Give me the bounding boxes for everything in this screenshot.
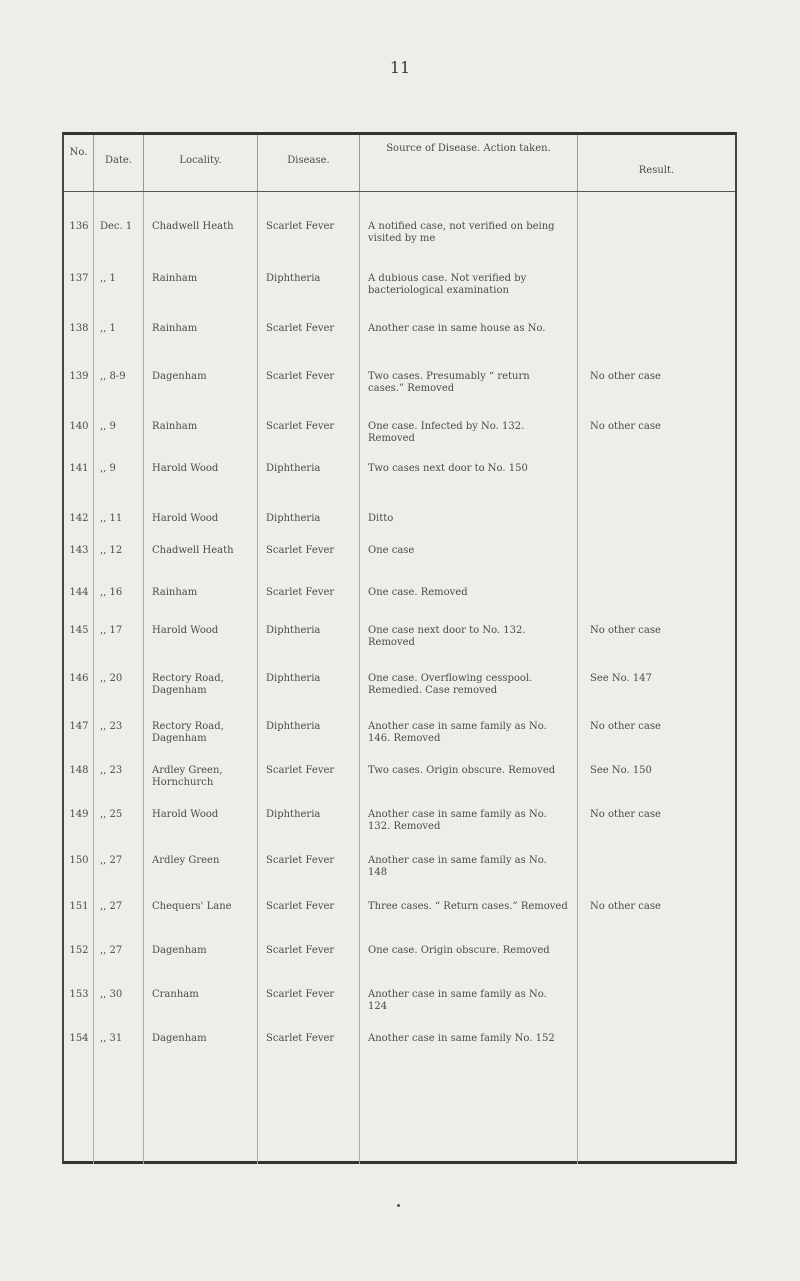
row-result	[578, 587, 735, 599]
row-source: Another case in same family No. 152	[368, 1033, 555, 1044]
row-source: Another case in same house as No.	[368, 323, 546, 334]
row-disease: Diphtheria	[266, 513, 321, 524]
row-number: 150	[69, 855, 89, 866]
row-locality: Rainham	[152, 323, 198, 334]
header-no: No.	[64, 135, 94, 191]
row-source: One case. Overflowing cesspool. Remedied. Case removed	[368, 673, 533, 696]
row-source: One case. Removed	[368, 587, 468, 598]
row-disease: Scarlet Fever	[266, 545, 335, 556]
table-row	[64, 625, 735, 649]
header-date: Date.	[94, 135, 144, 191]
row-source: Another case in same family as No. 148	[368, 855, 547, 878]
row-date: Dec. 1	[100, 221, 133, 232]
row-source: Two cases. Origin obscure. Removed	[368, 765, 556, 776]
row-locality: Dagenham	[152, 945, 207, 956]
row-date: ,, 12	[100, 545, 123, 556]
row-result: No other case	[590, 421, 661, 432]
row-source: Another case in same family as No. 132. Removed	[368, 809, 547, 832]
row-disease: Diphtheria	[266, 721, 321, 732]
row-result: See No. 147	[590, 673, 652, 684]
row-date: ,, 9	[100, 421, 116, 432]
row-date: ,, 23	[100, 721, 123, 732]
row-source: One case. Infected by No. 132. Removed	[368, 421, 525, 444]
row-number: 153	[69, 989, 89, 1000]
row-disease: Scarlet Fever	[266, 1033, 335, 1044]
table-row	[64, 1033, 735, 1045]
table-row	[64, 855, 735, 879]
table-row	[64, 273, 735, 297]
row-date: ,, 20	[100, 673, 123, 684]
row-locality: Ardley Green	[152, 855, 220, 866]
table-row	[64, 421, 735, 445]
row-result	[578, 855, 735, 879]
row-disease: Scarlet Fever	[266, 323, 335, 334]
row-disease: Scarlet Fever	[266, 371, 335, 382]
row-source: A notified case, not verified on being visited by me	[368, 221, 555, 244]
row-locality: Dagenham	[152, 371, 207, 382]
row-result: See No. 150	[590, 765, 652, 776]
row-locality: Rainham	[152, 273, 198, 284]
row-locality: Rectory Road, Dagenham	[152, 721, 224, 744]
table-row	[64, 765, 735, 789]
row-number: 148	[69, 765, 89, 776]
row-locality: Rectory Road, Dagenham	[152, 673, 224, 696]
row-locality: Chadwell Heath	[152, 221, 234, 232]
row-disease: Diphtheria	[266, 463, 321, 474]
table-row	[64, 673, 735, 697]
row-date: ,, 1	[100, 273, 116, 284]
row-disease: Scarlet Fever	[266, 221, 335, 232]
header-source: Source of Disease. Action taken.	[360, 135, 578, 191]
row-result: No other case	[590, 901, 661, 912]
row-disease: Diphtheria	[266, 625, 321, 636]
row-result: No other case	[590, 625, 661, 636]
row-source: One case next door to No. 132. Removed	[368, 625, 526, 648]
row-number: 144	[69, 587, 89, 598]
row-result	[578, 463, 735, 475]
page-number: 11	[389, 58, 411, 77]
row-locality: Cranham	[152, 989, 199, 1000]
row-number: 140	[69, 421, 89, 432]
row-number: 137	[69, 273, 89, 284]
row-result: No other case	[590, 809, 661, 820]
header-disease: Disease.	[258, 135, 360, 191]
row-date: ,, 31	[100, 1033, 123, 1044]
row-date: ,, 23	[100, 765, 123, 776]
row-disease: Scarlet Fever	[266, 421, 335, 432]
row-locality: Harold Wood	[152, 809, 219, 820]
row-number: 151	[69, 901, 89, 912]
table-row	[64, 463, 735, 475]
disease-table	[62, 132, 737, 1164]
row-result	[578, 323, 735, 335]
row-source: Another case in same family as No. 146. Removed	[368, 721, 547, 744]
row-result	[578, 513, 735, 525]
row-date: ,, 30	[100, 989, 123, 1000]
row-number: 154	[69, 1033, 89, 1044]
header-locality: Locality.	[144, 135, 258, 191]
row-number: 152	[69, 945, 89, 956]
row-date: ,, 27	[100, 945, 123, 956]
header-result: Result.	[638, 165, 675, 176]
row-number: 139	[69, 371, 89, 382]
row-number: 136	[69, 221, 89, 232]
row-locality: Chadwell Heath	[152, 545, 234, 556]
row-locality: Harold Wood	[152, 463, 219, 474]
row-disease: Scarlet Fever	[266, 945, 335, 956]
table-row	[64, 989, 735, 1013]
row-date: ,, 17	[100, 625, 123, 636]
row-result	[578, 989, 735, 1013]
row-disease: Diphtheria	[266, 273, 321, 284]
row-source: One case. Origin obscure. Removed	[368, 945, 550, 956]
row-date: ,, 8-9	[100, 371, 126, 382]
table-row	[64, 323, 735, 335]
row-locality: Rainham	[152, 587, 198, 598]
table-row	[64, 545, 735, 557]
table-row	[64, 221, 735, 245]
row-number: 143	[69, 545, 89, 556]
row-disease: Scarlet Fever	[266, 901, 335, 912]
row-number: 146	[69, 673, 89, 684]
table-header	[64, 135, 735, 192]
table-row	[64, 721, 735, 745]
row-number: 145	[69, 625, 89, 636]
row-date: ,, 27	[100, 901, 123, 912]
page-mark	[397, 1204, 400, 1207]
row-locality: Chequers' Lane	[152, 901, 232, 912]
row-date: ,, 27	[100, 855, 123, 866]
row-disease: Scarlet Fever	[266, 855, 335, 866]
row-date: ,, 16	[100, 587, 123, 598]
row-locality: Dagenham	[152, 1033, 207, 1044]
row-source: Another case in same family as No. 124	[368, 989, 547, 1012]
row-locality: Rainham	[152, 421, 198, 432]
row-locality: Harold Wood	[152, 625, 219, 636]
row-result	[578, 545, 735, 557]
row-number: 142	[69, 513, 89, 524]
row-locality: Harold Wood	[152, 513, 219, 524]
row-disease: Scarlet Fever	[266, 765, 335, 776]
row-date: ,, 9	[100, 463, 116, 474]
row-date: ,, 11	[100, 513, 123, 524]
row-result: No other case	[590, 721, 661, 732]
row-disease: Diphtheria	[266, 809, 321, 820]
table-row	[64, 513, 735, 525]
table-row	[64, 901, 735, 913]
row-source: Two cases next door to No. 150	[368, 463, 528, 474]
row-source: A dubious case. Not verified by bacteriological examination	[368, 273, 527, 296]
row-number: 149	[69, 809, 89, 820]
row-disease: Scarlet Fever	[266, 587, 335, 598]
row-source: Three cases. “ Return cases.” Removed	[368, 901, 568, 912]
row-result	[578, 221, 735, 245]
table-row	[64, 587, 735, 599]
row-disease: Scarlet Fever	[266, 989, 335, 1000]
row-source: Ditto	[368, 513, 394, 524]
table-row	[64, 809, 735, 833]
table-row	[64, 945, 735, 957]
row-date: ,, 25	[100, 809, 123, 820]
row-result	[578, 1033, 735, 1045]
row-locality: Ardley Green, Hornchurch	[152, 765, 223, 788]
row-result	[578, 273, 735, 297]
row-number: 147	[69, 721, 89, 732]
row-source: Two cases. Presumably “ return cases.” Removed	[368, 371, 530, 394]
row-result: No other case	[590, 371, 661, 382]
row-result	[578, 945, 735, 957]
row-source: One case	[368, 545, 415, 556]
row-number: 141	[69, 463, 89, 474]
row-disease: Diphtheria	[266, 673, 321, 684]
row-date: ,, 1	[100, 323, 116, 334]
table-row	[64, 371, 735, 395]
row-number: 138	[69, 323, 89, 334]
